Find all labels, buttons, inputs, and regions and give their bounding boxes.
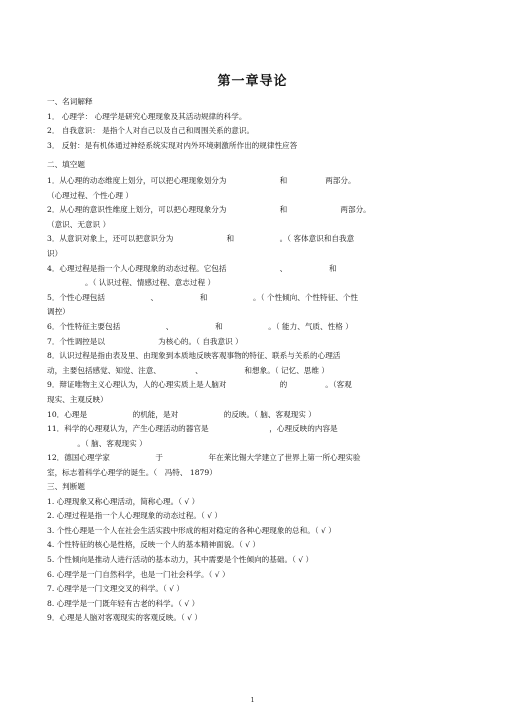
text-line: 2. 心理过程是指一个人心理现象的动态过程。（ √ ） xyxy=(47,511,222,520)
text-line: （心理过程、个性心理 ） xyxy=(47,191,133,200)
text-line: 一、名词解释 xyxy=(47,97,93,106)
text-line: 2． 自我意识： 是指个人对自己以及自己和周围关系的意识。 xyxy=(47,126,255,135)
text-line: 7．个性调控是以 为核心的。（ 自我意识 ） xyxy=(47,337,243,346)
text-line: 12．德国心理学家 于 年在莱比锡大学建立了世界上第一所心理实验 xyxy=(47,453,361,462)
text-line: 3． 反射：是有机体通过神经系统实现对内外环境刺激所作出的规律性应答 xyxy=(47,141,298,150)
text-line: 7. 心理学是一门文理交叉的科学。（ √ ） xyxy=(47,584,185,593)
text-line: 11．科学的心理观认为，产生心理活动的器官是 ，心理反映的内容是 xyxy=(47,424,338,433)
text-line: 8. 心理学是一门既年轻有古老的科学。（ √ ） xyxy=(47,599,200,608)
text-line: 3．从意识对象上，还可以把意识分为 和 。（ 客体意识和自我意 xyxy=(47,234,355,243)
text-line: 调控） xyxy=(47,307,70,316)
text-line: 9．辩证唯物主义心理认为，人的心理实质上是人脑对 的 。（客观 xyxy=(47,380,352,389)
text-line: 5. 个性倾向是推动人进行活动的基本动力，其中需要是个性倾向的基础。（ √ ） xyxy=(47,555,314,564)
text-line: 10．心理是 的机能，是对 的反映。（ 脑、客观现实 ） xyxy=(47,410,316,419)
text-line: （意识、无意识 ） xyxy=(47,220,111,229)
text-line: 2．从心理的意识性维度上划分，可以把心理现象分为 和 两部分。 xyxy=(47,205,371,214)
text-line: 1．从心理的动态维度上划分，可以把心理现象划分为 和 两部分。 xyxy=(47,176,356,185)
text-line: 1． 心理学： 心理学是研究心理现象及其活动规律的科学。 xyxy=(47,112,247,121)
text-line: 。（ 脑、客观现实 ） xyxy=(47,439,147,448)
text-line: 。（ 认识过程、情感过程、意志过程 ） xyxy=(47,278,216,287)
text-line: 三、判断题 xyxy=(47,482,85,491)
chapter-title: 第一章导论 xyxy=(217,74,288,89)
text-line: 6. 心理学是一门自然科学，也是一门社会科学。（ √ ） xyxy=(47,570,230,579)
text-line: 5．个性心理包括 、 和 。（ 个性倾向、个性特征、个性 xyxy=(47,293,358,302)
text-line: 识） xyxy=(47,249,63,258)
text-line: 1. 心理现象又称心理活动，简称心理。（ √ ） xyxy=(47,497,200,506)
text-line: 4．心理过程是指一个人心理现象的动态过程。它包括 、 和 xyxy=(47,264,337,273)
text-line: 4. 个性特征的核心是性格，反映一个人的基本精神面貌。（ √ ） xyxy=(47,540,260,549)
text-line: 动，主要包括感觉、知觉、注意、 、 和想象。（ 记忆、思维 ） xyxy=(47,366,329,375)
text-line: 9．心理是人脑对客观现实的客观反映。（ √ ） xyxy=(47,613,202,622)
text-line: 3. 个性心理是一个人在社会生活实践中形成的相对稳定的各种心理现象的总和。（ √ ） xyxy=(47,526,336,535)
page-number: 1 xyxy=(250,697,255,704)
text-line: 8．认识过程是指由表及里、由现象到本质地反映客观事物的特征、联系与关系的心理活 xyxy=(47,351,341,360)
text-line: 现实、主观反映） xyxy=(47,395,108,404)
text-line: 二、填空题 xyxy=(47,160,85,169)
text-line: 室，标志着科学心理学的诞生。（ 冯特、 1879） xyxy=(47,468,217,477)
text-line: 6．个性特征主要包括 、 和 。（ 能力、气质、性格 ） xyxy=(47,322,353,331)
